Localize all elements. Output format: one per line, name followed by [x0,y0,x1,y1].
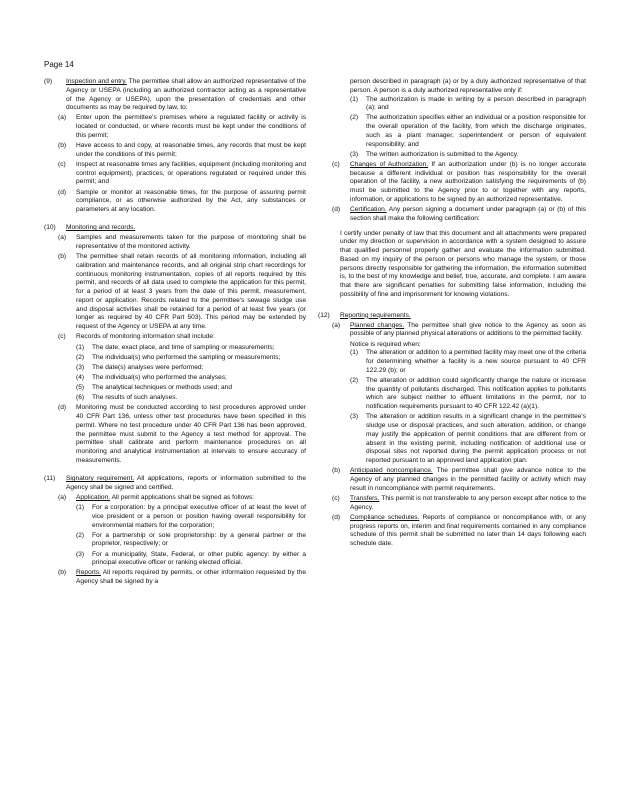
list-item: (c) Changes of Authorization. If an authorization under (b) is no longer accurate because a different individual or position has responsibility for the overall operation of the facility, a new authorization satisfying the requirements of (b) must be submitted to the Agency prior to or together with any reports, information, or applications to be signed by an authorized representative. [332,160,586,203]
list-item: (d) Certification. Any person signing a document under paragraph (a) or (b) of this section shall make the following certification: [332,206,586,222]
sub-list-item: (6) The results of such analyses. [76,394,178,402]
list-item: (d) Monitoring must be conducted according to test procedures approved under 40 CFR Part 136, unless other test procedures have been specified in this permit. Where no test procedure under 40 CFR Part 136 has been approved, the permittee must submit to the Agency a test method for approval. The permittee shall calibrate and perform maintenance procedures on all monitoring and analytical instrumentation at intervals to ensure accuracy of measurements. [58,404,306,464]
section-text: All applications, reports or information submitted to the Agency shall be signed and certified. [66,475,306,491]
section-12 [318,312,586,321]
sub-list-item: (2) The authorization specifies either an individual or a position responsible for the overall operation of the facility, from which the discharge originates, such as a plant manager, superintendent or person of equivalent responsibility; and [350,114,586,148]
list-item: (b) Anticipated noncompliance. The permittee shall give advance notice to the Agency of any planned changes in the permitted facility or activity which may result in noncompliance with permit requirements. [332,467,586,492]
list-item: (d) Compliance schedules. Reports of compliance or noncompliance with, or any progress reports on, interim and final requirements contained in any compliance schedule of this permit shall be submitted no later than 14 days following each schedule date. [332,513,586,548]
notice-line: Notice is required when: [350,340,421,348]
list-item: (c) Inspect at reasonable times any facilities, equipment (including monitoring and control equipment), practices, or operations regulated or required under this permit; and [58,160,306,186]
right-column [318,78,586,550]
sub-list-item: (3) For a municipality, State, Federal, or other public agency: by either a principal executive officer or ranking elected official. [76,550,306,567]
page-number: Page 14 [44,60,74,69]
sub-list-item: (2) For a partnership or sole proprietorship: by a general partner or the proprietor, respectively; or [76,531,306,548]
section-label: (11) [44,475,56,482]
sub-list-item: (1) For a corporation: by a principal executive officer of at least the level of vice president or a person or position having overall responsibility for environmental matters for the corporation; [76,504,306,529]
sub-list-item: (2) The individual(s) who performed the sampling or measurements; [76,353,281,361]
sub-list-item: (1) The alteration or addition to a permitted facility may meet one of the criteria for determining whether a facility is a new source pursuant to 40 CFR 122.29 (b); or [350,349,586,374]
section-9 [44,78,306,113]
sub-list-item: (3) The alteration or addition results in a significant change in the permittee's sludge use or disposal practices, and such alteration, addition, or change may justify the application of permit conditions that are different from or absent in the existing permit, including notification of additional use or disposal sites not reported during the permit application process or not reported pursuant to an approved land application plan. [350,413,586,465]
list-item: (a) Enter upon the permittee's premises where a regulated facility or activity is located or conducted, or where records must be kept under the conditions of this permit; [58,114,306,139]
list-item: (b) Reports. All reports required by permits, or other information requested by the Agency shall be signed by a [58,569,306,586]
sub-list-item: (3) The written authorization is submitted to the Agency. [350,150,519,158]
sub-list-item: (1) The date, exact place, and time of sampling or measurements; [76,343,275,351]
sub-list-item: (2) The alteration or addition could significantly change the nature or increase the quantity of pollutants discharged. This notification applies to pollutants which are subject neither to effluent limitations in the permit, nor to notification requirements pursuant to 40 CFR 122.42 (a)(1). [350,376,586,411]
section-title: Reporting requirements. [340,311,411,319]
list-item: (c) Records of monitoring information shall include: [58,333,215,341]
list-item: (b) The permittee shall retain records of all monitoring information, including all calibration and maintenance records, and all original strip chart recordings for continuous monitoring instrumentation, copies of all reports required by this permit, and records of all data used to complete the application for this permit, for a period of at least 3 years from the date of this permit, measurement, report or application. Records related to the permittee's sewage sludge use and disposal activities shall be retained for a period of at least five years (or longer as required by 40 CFR Part 503). This period may be extended by request of the Agency or USEPA at any time. [58,253,306,331]
list-item: (c) Transfers. This permit is not transferable to any person except after notice to the Agency. [332,494,586,511]
list-item: (a) Planned changes. The permittee shall give notice to the Agency as soon as possible of any planned physical alterations or additions to the permitted facility. [332,321,586,338]
left-column [44,78,306,588]
sub-list-item: (4) The individual(s) who performed the analyses; [76,373,227,381]
continued-paragraph: person described in paragraph (a) or by a duly authorized representative of that person. A person is a duly authorized representative only if: [350,78,586,94]
sub-list-item: (1) The authorization is made in writing by a person described in paragraph (a); and [350,95,586,112]
certification-statement: I certify under penalty of law that this document and all attachments were prepared under my direction or supervision in accordance with a system designed to assure that qualified personnel properly gather and evaluate the information submitted. Based on my inquiry of the person or persons who manage the system, or those persons directly responsible for gathering the information, the information submitted is, to the best of my knowledge and belief, true, accurate, and complete. I am aware that there are significant penalties for submitting false information, including the possibility of fine and imprisonment for knowing violations. [340,229,586,298]
list-item: (a) Samples and measurements taken for the purpose of monitoring shall be representative of the monitored activity. [58,234,306,251]
section-title: Monitoring and records. [66,224,136,232]
section-title: Inspection and entry. [66,78,127,85]
section-10 [44,224,306,233]
list-item: (d) Sample or monitor at reasonable times, for the purpose of assuring permit compliance, or as otherwise authorized by the Act, any substances or parameters at any location. [58,188,306,214]
section-11 [44,475,306,493]
sub-list-item: (5) The analytical techniques or methods used; and [76,384,233,392]
list-item: (b) Have access to and copy, at reasonable times, any records that must be kept under the conditions of this permit; [58,142,306,158]
section-label: (12) [318,311,330,319]
section-label: (9) [44,78,53,85]
list-item: (a) Application. All permit applications shall be signed as follows: [58,493,255,501]
section-text: The permittee shall allow an authorized representative of the Agency or USEPA (including an authorized contractor acting as a representative of the Agency or USEPA), upon the presentation of credentials and other documents as may be required by law, to: [66,78,306,112]
section-title: Signatory requirement. [66,475,135,482]
section-label: (10) [44,224,56,232]
sub-list-item: (3) The date(s) analyses were performed; [76,363,204,371]
